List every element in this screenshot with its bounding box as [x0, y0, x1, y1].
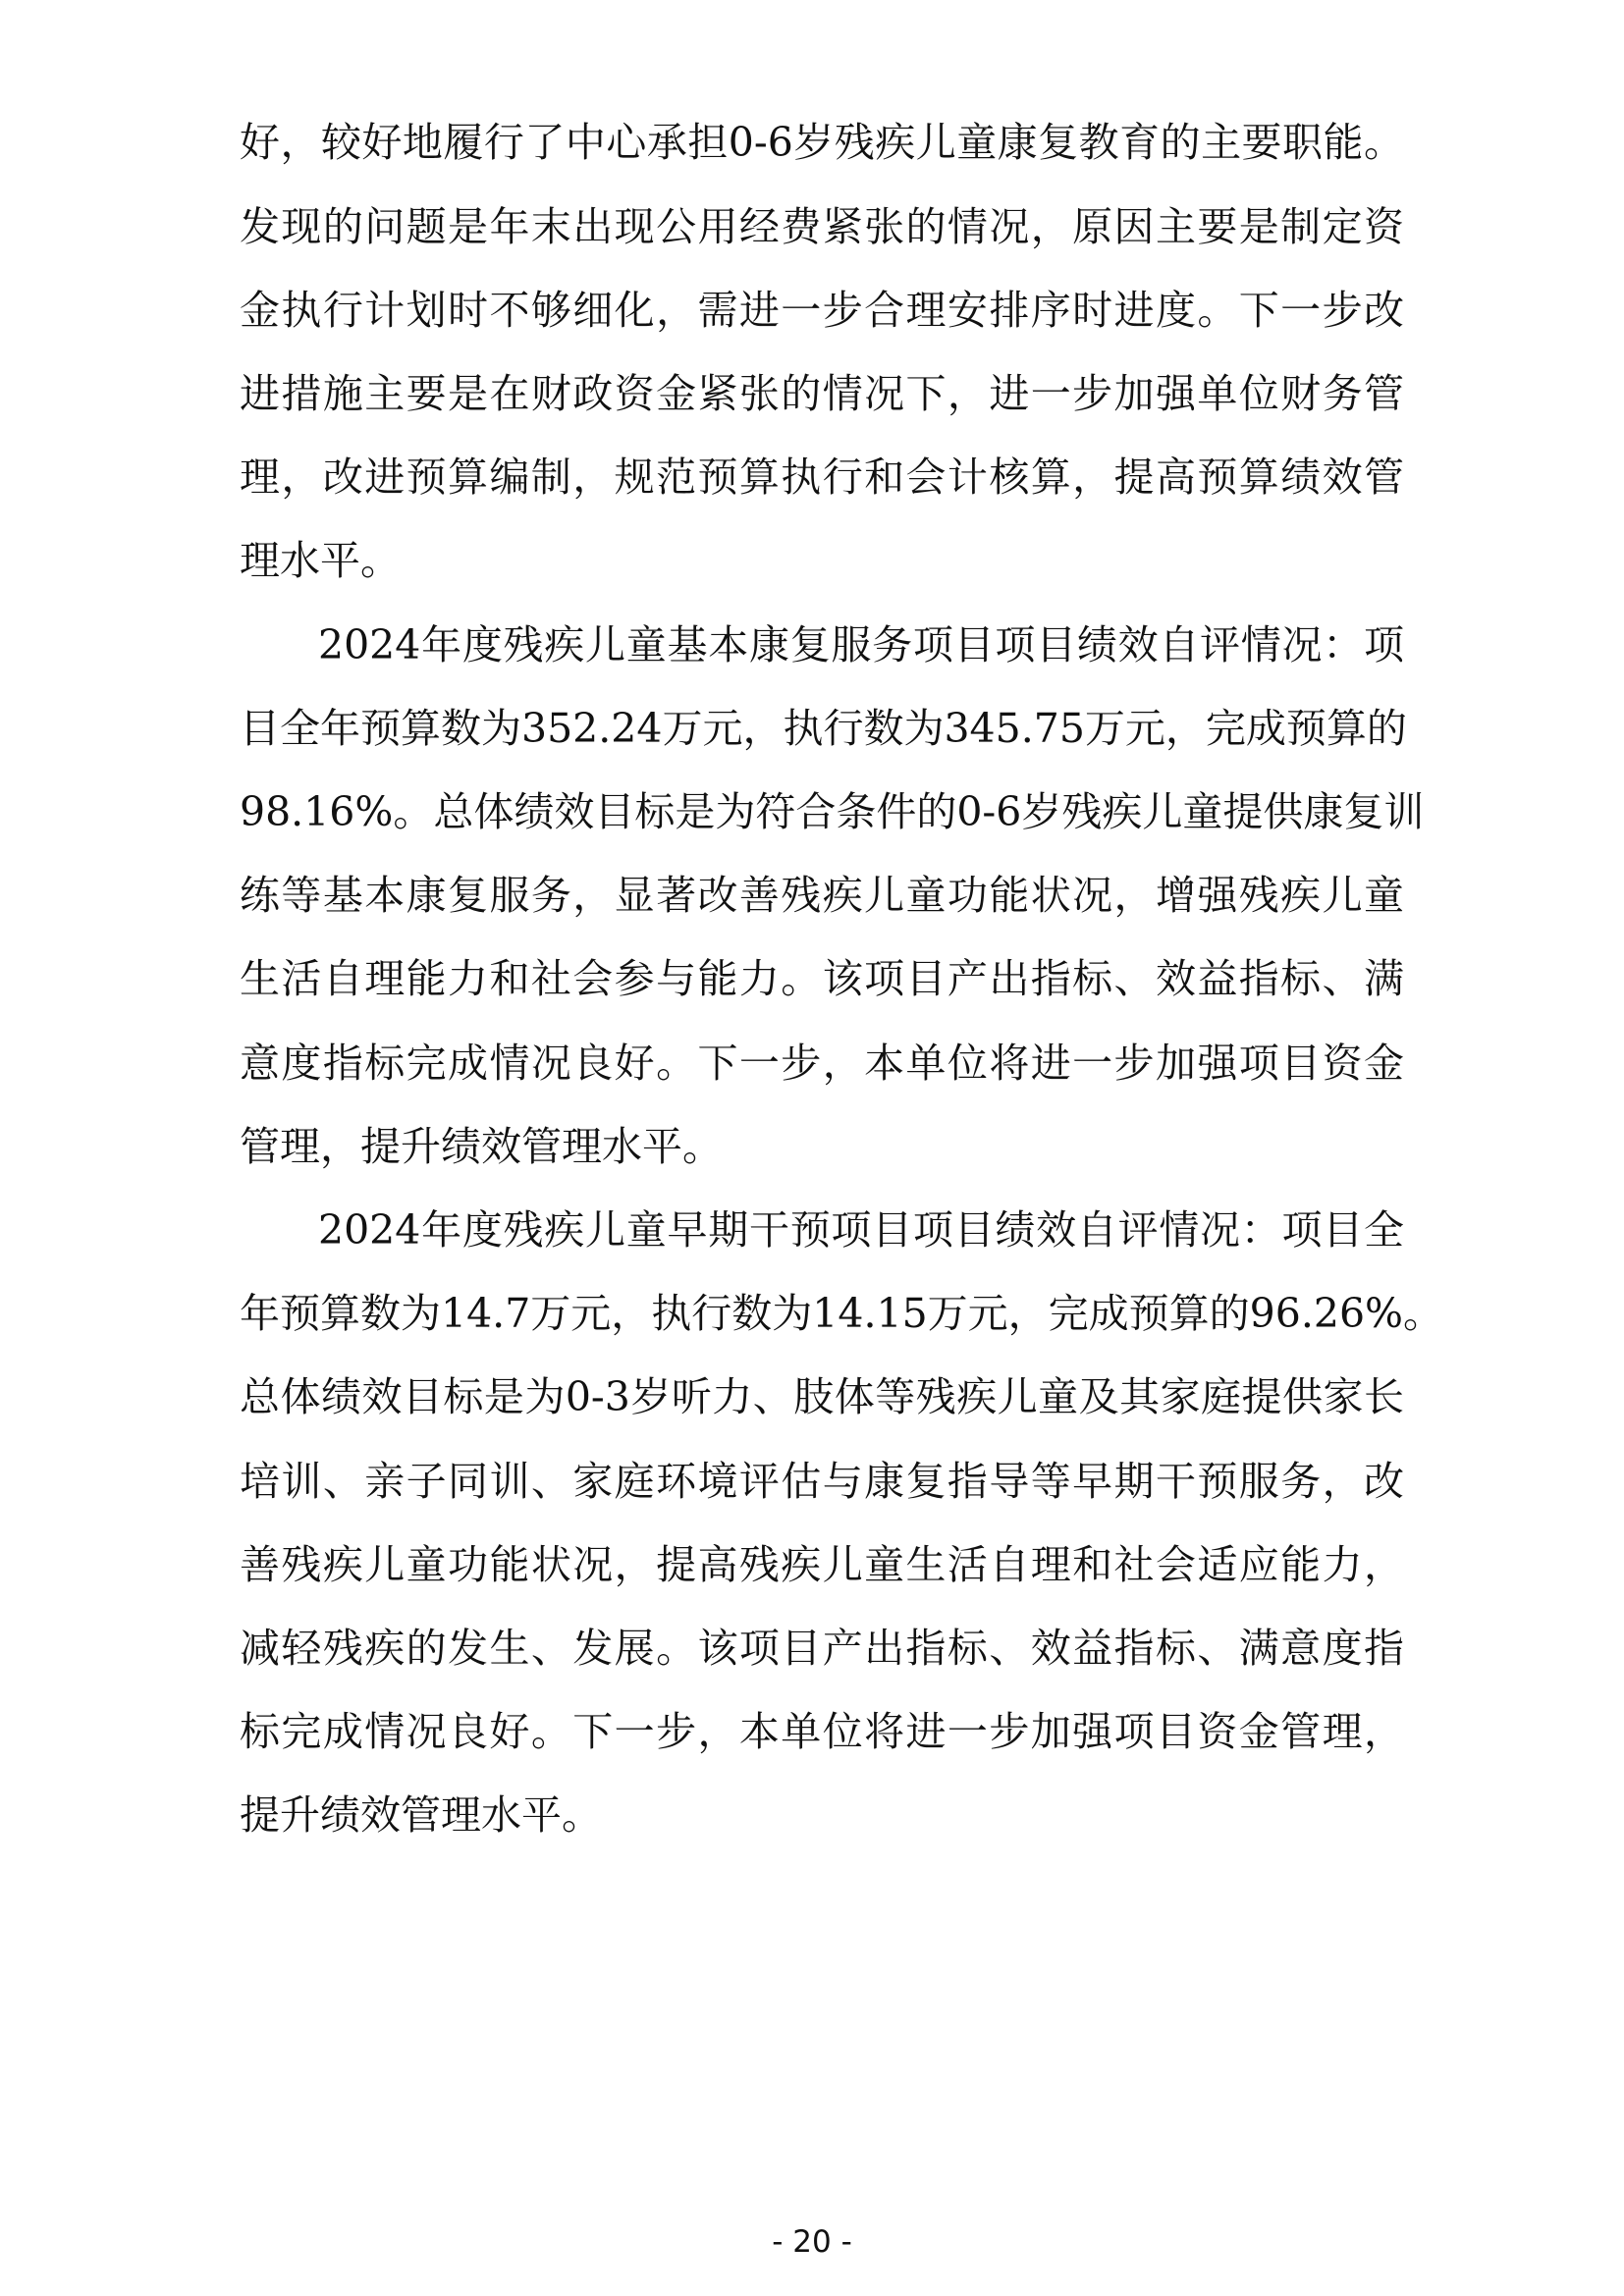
text-line: 标完成情况良好。下一步，本单位将进一步加强项目资金管理，	[240, 1708, 1404, 1755]
text-line: 98.16%。总体绩效目标是为符合条件的0-6岁残疾儿童提供康复训	[240, 788, 1425, 835]
text-line: 总体绩效目标是为0-3岁听力、肢体等残疾儿童及其家庭提供家长	[240, 1373, 1404, 1420]
text-line: 好，较好地履行了中心承担0-6岁残疾儿童康复教育的主要职能。	[240, 119, 1404, 166]
text-line: 年预算数为14.7万元，执行数为14.15万元，完成预算的96.26%。	[240, 1290, 1443, 1337]
text-line: 目全年预算数为352.24万元，执行数为345.75万元，完成预算的	[240, 705, 1407, 752]
text-line: 意度指标完成情况良好。下一步，本单位将进一步加强项目资金	[240, 1040, 1404, 1087]
text-line: 金执行计划时不够细化，需进一步合理安排序时进度。下一步改	[240, 287, 1404, 334]
text-line: 2024年度残疾儿童早期干预项目项目绩效自评情况：项目全	[318, 1206, 1404, 1254]
text-line: 善残疾儿童功能状况，提高残疾儿童生活自理和社会适应能力，	[240, 1541, 1404, 1588]
text-line: 培训、亲子同训、家庭环境评估与康复指导等早期干预服务，改	[240, 1458, 1404, 1505]
text-line: 提升绩效管理水平。	[240, 1791, 602, 1839]
text-line: 理，改进预算编制，规范预算执行和会计核算，提高预算绩效管	[240, 454, 1404, 501]
text-line: 发现的问题是年末出现公用经费紧张的情况，原因主要是制定资	[240, 203, 1404, 250]
text-line: 2024年度残疾儿童基本康复服务项目项目绩效自评情况：项	[318, 621, 1404, 668]
text-line: 理水平。	[240, 537, 401, 584]
text-line: 练等基本康复服务，显著改善残疾儿童功能状况，增强残疾儿童	[240, 872, 1404, 919]
text-line: 进措施主要是在财政资金紧张的情况下，进一步加强单位财务管	[240, 370, 1404, 417]
page-number: - 20 -	[772, 2224, 852, 2260]
text-line: 减轻残疾的发生、发展。该项目产出指标、效益指标、满意度指	[240, 1625, 1404, 1672]
text-line: 管理，提升绩效管理水平。	[240, 1123, 723, 1170]
text-line: 生活自理能力和社会参与能力。该项目产出指标、效益指标、满	[240, 955, 1404, 1002]
